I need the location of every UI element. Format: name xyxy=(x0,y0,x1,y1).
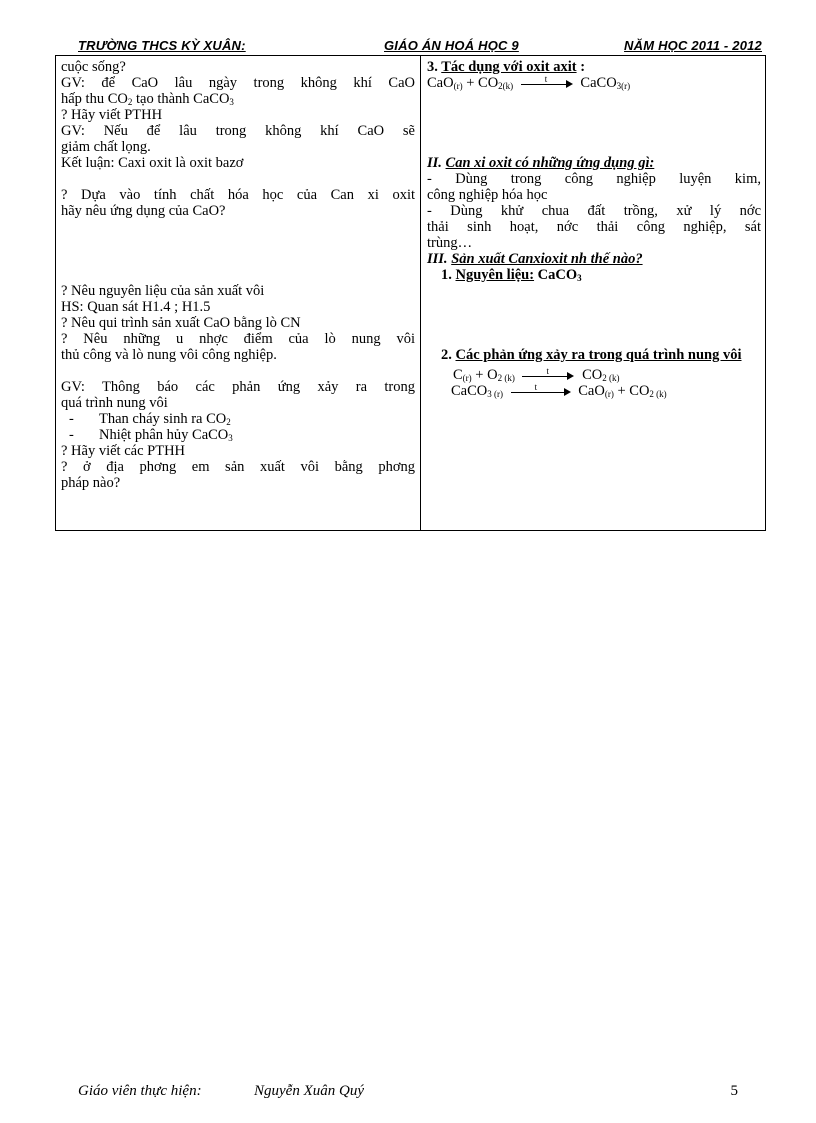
page-header xyxy=(78,38,762,56)
teacher-activity-column xyxy=(61,59,415,491)
text-line: trùng… xyxy=(427,235,473,251)
text-line: cuộc sống? xyxy=(61,59,126,75)
text-line: công nghiệp hóa học xyxy=(427,187,548,203)
text-line: thủ công và lò nung vôi công nghiệp. xyxy=(61,347,277,363)
chemical-equation: CaCO$_{3 (r)}$ t $CaO_{(r)} + CO_{2 (k)}$ xyxy=(451,381,667,399)
text-line: GV: Nếu để lâu trong không khí CaO sẽ xyxy=(61,123,415,139)
text-line: HS: Quan sát H1.4 ; H1.5 xyxy=(61,299,211,315)
page-number: 5 xyxy=(730,1083,738,1099)
teacher-name: Nguyễn Xuân Quý xyxy=(254,1083,364,1099)
text-line: GV: Thông báo các phản ứng xảy ra trong xyxy=(61,379,415,395)
text-line: ? Hãy viết các PTHH xyxy=(61,443,186,459)
chemical-equation: $C_{(r)} + O_{2 (k)}$ t $CO_{2 (k)}$ xyxy=(453,365,620,383)
text-line: ? Nêu những u nhợc điểm của lò nung vôi xyxy=(61,331,415,347)
text-line: Kết luận: Caxi oxit là oxit bazơ xyxy=(61,155,244,171)
school-name: TRƯỜNG THCS KỲ XUÂN: xyxy=(78,38,246,53)
teacher-label: Giáo viên thực hiện: xyxy=(78,1083,202,1099)
list-item: - Than cháy sinh ra $CO_2$ xyxy=(69,411,231,427)
text-line: ? Nêu nguyên liệu của sản xuất vôi xyxy=(61,283,265,299)
text-line: thải sinh hoạt, nớc thải công nghiệp, sát xyxy=(427,219,761,235)
school-year: NĂM HỌC 2011 - 2012 xyxy=(624,38,762,53)
reaction-arrow: t xyxy=(522,371,574,381)
section-heading: 3. Tác dụng với oxit axit : xyxy=(427,59,586,75)
text-line: giảm chất lọng. xyxy=(61,139,151,155)
text-line: ? Hãy viết PTHH xyxy=(61,107,163,123)
subsection-heading: 2. Các phản ứng xảy ra trong quá trình nung vôi xyxy=(441,347,742,363)
text-line: ? Nêu qui trình sản xuất CaO bằng lò CN xyxy=(61,315,301,331)
document-title: GIÁO ÁN HOÁ HỌC 9 xyxy=(384,38,519,53)
text-line: ? Dựa vào tính chất hóa học của Can xi oxit xyxy=(61,187,415,203)
text-line: GV: để CaO lâu ngày trong không khí CaO xyxy=(61,75,415,91)
text-line: pháp nào? xyxy=(61,475,121,491)
section-heading: III. Sản xuất Canxioxit nh thế nào? xyxy=(427,251,643,267)
text-line: ? ở địa phơng em sản xuất vôi bằng phơng xyxy=(61,459,415,475)
text-line: - Dùng trong công nghiệp luyện kim, xyxy=(427,171,761,187)
reaction-arrow: t xyxy=(511,387,571,397)
list-item: - Nhiệt phân hủy CaCO$_3$ xyxy=(69,427,233,443)
section-heading: II. Can xi oxit có những ứng dụng gì: xyxy=(427,155,655,171)
chemical-equation: $CaO_{(r)} + CO_{2(k)}$ t CaCO$_{3(r)}$ xyxy=(427,73,631,91)
text-line: hãy nêu ứng dụng của CaO? xyxy=(61,203,226,219)
content-column xyxy=(427,59,761,399)
text-line: - Dùng khử chua đất trồng, xử lý nớc xyxy=(427,203,761,219)
text-line: hấp thu $CO_2$ tạo thành CaCO$_3$ xyxy=(61,91,234,107)
subsection-heading: 1. Nguyên liệu: CaCO$_3$ xyxy=(441,267,582,283)
reaction-arrow: t xyxy=(521,79,573,89)
text-line: quá trình nung vôi xyxy=(61,395,168,411)
lesson-table xyxy=(55,55,766,531)
column-divider xyxy=(420,56,421,530)
